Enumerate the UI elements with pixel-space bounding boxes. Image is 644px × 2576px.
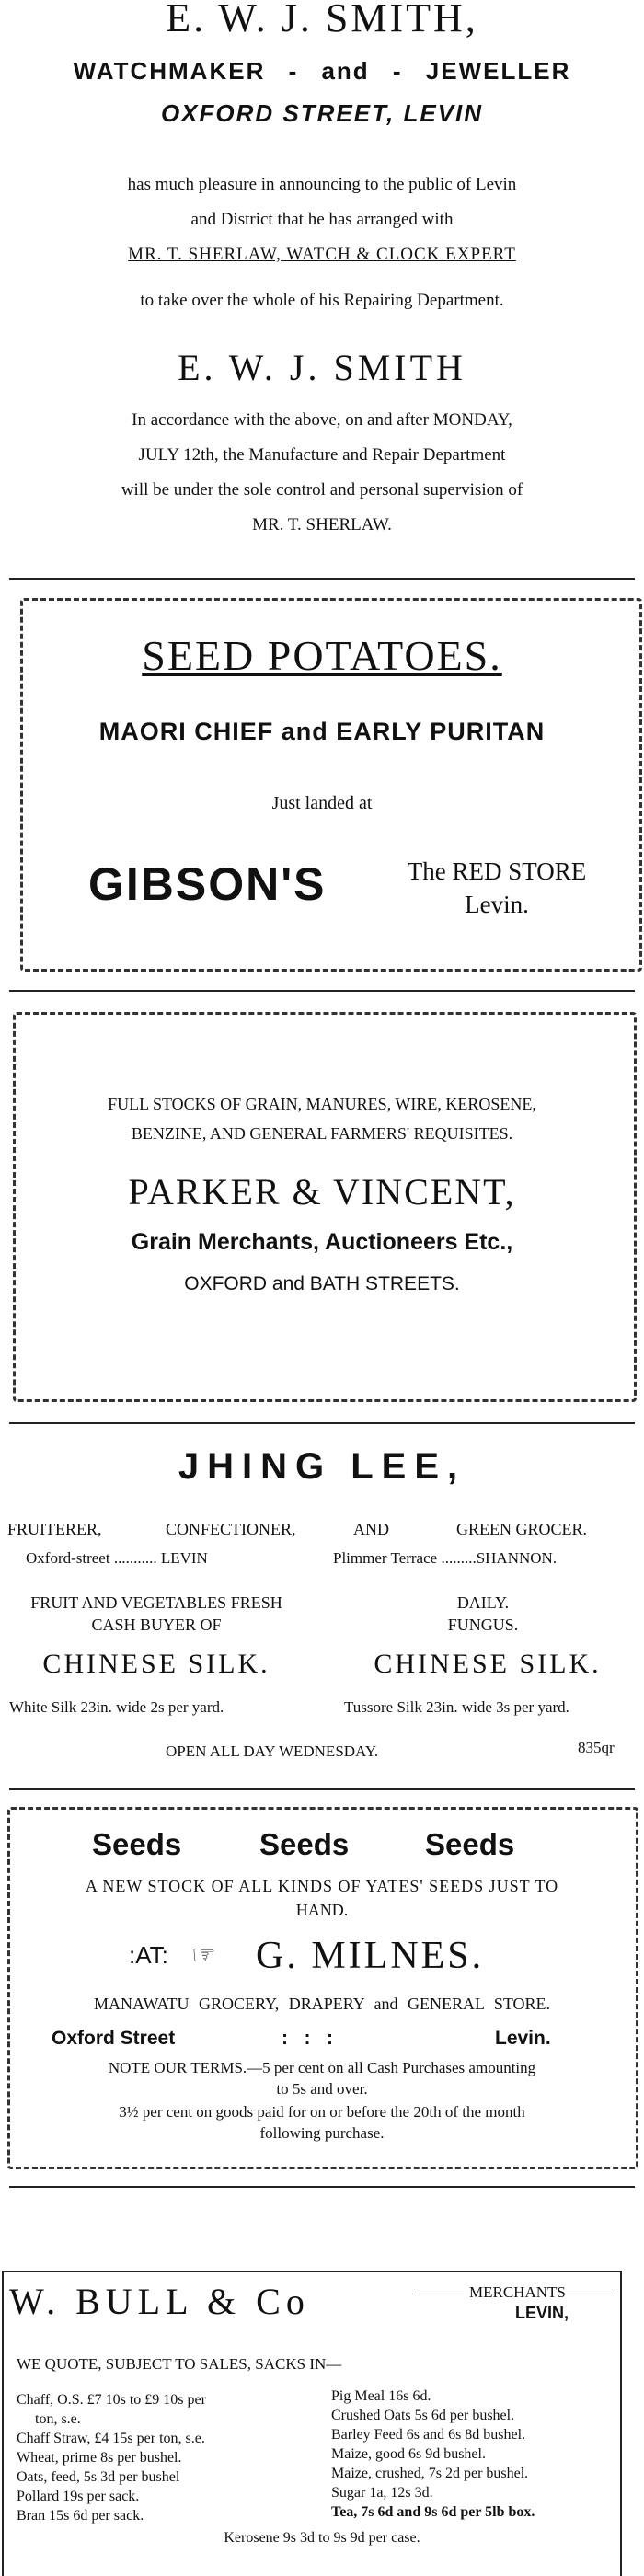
milnes-terms4: following purchase. [259, 2124, 385, 2142]
bull-town: LEVIN, [515, 2304, 569, 2322]
gibson-varieties: MAORI CHIEF and EARLY PURITAN [98, 718, 546, 745]
jhing-tussore-silk: Tussore Silk 23in. wide 3s per yard. [344, 1698, 569, 1716]
smith-line2: and District that he has arranged with [190, 210, 454, 229]
milnes-stock1: A NEW STOCK OF ALL KINDS OF YATES' SEEDS JUST TO [85, 1877, 559, 1895]
jhing-silk-left: CHINESE SILK. [42, 1649, 270, 1679]
bull-right-item: Maize, good 6s 9d bushel. [331, 2446, 486, 2462]
smith-body3: will be under the sole control and personal supervision of [121, 480, 523, 500]
milnes-seeds-3: Seeds [425, 1827, 515, 1861]
milnes-store: MANAWATU GROCERY, DRAPERY and GENERAL STORE. [93, 1995, 551, 2013]
bull-right-item: Barley Feed 6s and 6s 8d bushel. [331, 2427, 526, 2443]
bull-left-item: Chaff, O.S. £7 10s to £9 10s per [17, 2392, 206, 2408]
jhing-white-silk: White Silk 23in. wide 2s per yard. [9, 1698, 224, 1716]
bull-right-item: Pig Meal 16s 6d. [331, 2388, 431, 2404]
jhing-fruit2: CASH BUYER OF [91, 1616, 222, 1634]
jhing-trade-fruiterer: FRUITERER, [7, 1520, 102, 1538]
parker-stock2: BENZINE, AND GENERAL FARMERS' REQUISITES. [131, 1124, 513, 1143]
divider [9, 1422, 635, 1424]
parker-stock1: FULL STOCKS OF GRAIN, MANURES, WIRE, KEROSENE, [108, 1095, 536, 1113]
jhing-trade-grocer: GREEN GROCER. [456, 1520, 588, 1538]
divider [9, 578, 635, 580]
bull-right-item: Crushed Oats 5s 6d per bushel. [331, 2408, 515, 2423]
bull-right-item: Tea, 7s 6d and 9s 6d per 5lb box. [331, 2504, 535, 2520]
jhing-silk-right: CHINESE SILK. [374, 1649, 602, 1679]
milnes-terms3: 3½ per cent on goods paid for on or before the 20th of the month [119, 2103, 525, 2121]
jhing-code: 835qr [578, 1739, 615, 1756]
bull-right-item: Sugar 1a, 12s 3d. [331, 2485, 433, 2501]
milnes-stock2: HAND. [295, 1901, 349, 1919]
jhing-trade-confectioner: CONFECTIONER, [166, 1520, 296, 1538]
bull-merchants: MERCHANTS [469, 2283, 566, 2301]
divider [9, 990, 635, 992]
gibson-store-town: Levin. [465, 891, 529, 918]
bull-advert [0, 2271, 644, 2564]
milnes-terms2: to 5s and over. [276, 2080, 368, 2098]
milnes-seeds-2: Seeds [259, 1827, 350, 1861]
milnes-name: G. MILNES. [256, 1935, 485, 1977]
gibson-name: GIBSON'S [88, 858, 327, 910]
parker-advert [0, 1012, 644, 1397]
smith-trade: WATCHMAKER - and - JEWELLER [73, 57, 571, 85]
milnes-street-dots: : : : [282, 2028, 333, 2049]
jhing-open: OPEN ALL DAY WEDNESDAY. [166, 1742, 379, 1760]
parker-streets: OXFORD and BATH STREETS. [184, 1273, 460, 1294]
bull-left-item: Bran 15s 6d per sack. [17, 2508, 144, 2524]
parker-trade: Grain Merchants, Auctioneers Etc., [131, 1229, 513, 1255]
bull-quote: WE QUOTE, SUBJECT TO SALES, SACKS IN— [17, 2355, 342, 2373]
milnes-town: Levin. [495, 2028, 551, 2049]
milnes-advert [0, 1807, 644, 2164]
jhing-name: JHING LEE, [178, 1446, 466, 1487]
milnes-at: :AT: [129, 1941, 168, 1969]
bull-name: W. BULL & Co [9, 2281, 310, 2322]
bull-right-item: Maize, crushed, 7s 2d per bushel. [331, 2466, 529, 2481]
smith-body1: In accordance with the above, on and after MONDAY, [132, 410, 512, 430]
smith-body2: JULY 12th, the Manufacture and Repair Department [138, 445, 506, 465]
smith-line3: to take over the whole of his Repairing Department. [140, 291, 504, 310]
milnes-seeds-1: Seeds [92, 1827, 182, 1861]
jhing-advert [0, 1435, 644, 1785]
bull-kerosene: Kerosene 9s 3d to 9s 9d per case. [224, 2530, 420, 2546]
gibson-landed: Just landed at [271, 793, 373, 813]
jhing-fungus: FUNGUS. [447, 1616, 519, 1634]
divider [9, 1788, 635, 1790]
jhing-location-levin: Oxford-street ........... LEVIN [26, 1549, 208, 1567]
bull-left-item: Pollard 19s per sack. [17, 2489, 140, 2504]
jhing-fruit1: FRUIT AND VEGETABLES FRESH [30, 1593, 282, 1612]
smith-signature: E. W. J. SMITH [178, 347, 466, 388]
milnes-pointing-hand-icon: ☞ [191, 1940, 216, 1971]
milnes-terms1: NOTE OUR TERMS.—5 per cent on all Cash Purchases amounting [108, 2059, 536, 2076]
smith-body4: MR. T. SHERLAW. [252, 515, 392, 535]
parker-name: PARKER & VINCENT, [128, 1171, 516, 1213]
jhing-trade-and: AND [353, 1520, 389, 1538]
smith-title: E. W. J. SMITH, [166, 0, 478, 40]
smith-address: OXFORD STREET, LEVIN [160, 99, 484, 127]
gibson-title: SEED POTATOES. [142, 632, 502, 679]
gibson-store-name: The RED STORE [407, 857, 587, 885]
bull-left-item: Oats, feed, 5s 3d per bushel [17, 2469, 180, 2485]
jhing-daily: DAILY. [456, 1593, 510, 1612]
bull-left-item: Wheat, prime 8s per bushel. [17, 2450, 182, 2466]
milnes-street: Oxford Street [52, 2028, 176, 2049]
divider [9, 2186, 635, 2188]
smith-expert: MR. T. SHERLAW, WATCH & CLOCK EXPERT [128, 245, 516, 264]
bull-left-item: Chaff Straw, £4 15s per ton, s.e. [17, 2431, 205, 2446]
smith-line1: has much pleasure in announcing to the public of Levin [127, 175, 517, 194]
gibson-advert [0, 598, 644, 966]
smith-advert [0, 0, 644, 552]
bull-left-item: ton, s.e. [35, 2411, 81, 2427]
jhing-location-shannon: Plimmer Terrace .........SHANNON. [333, 1549, 558, 1567]
